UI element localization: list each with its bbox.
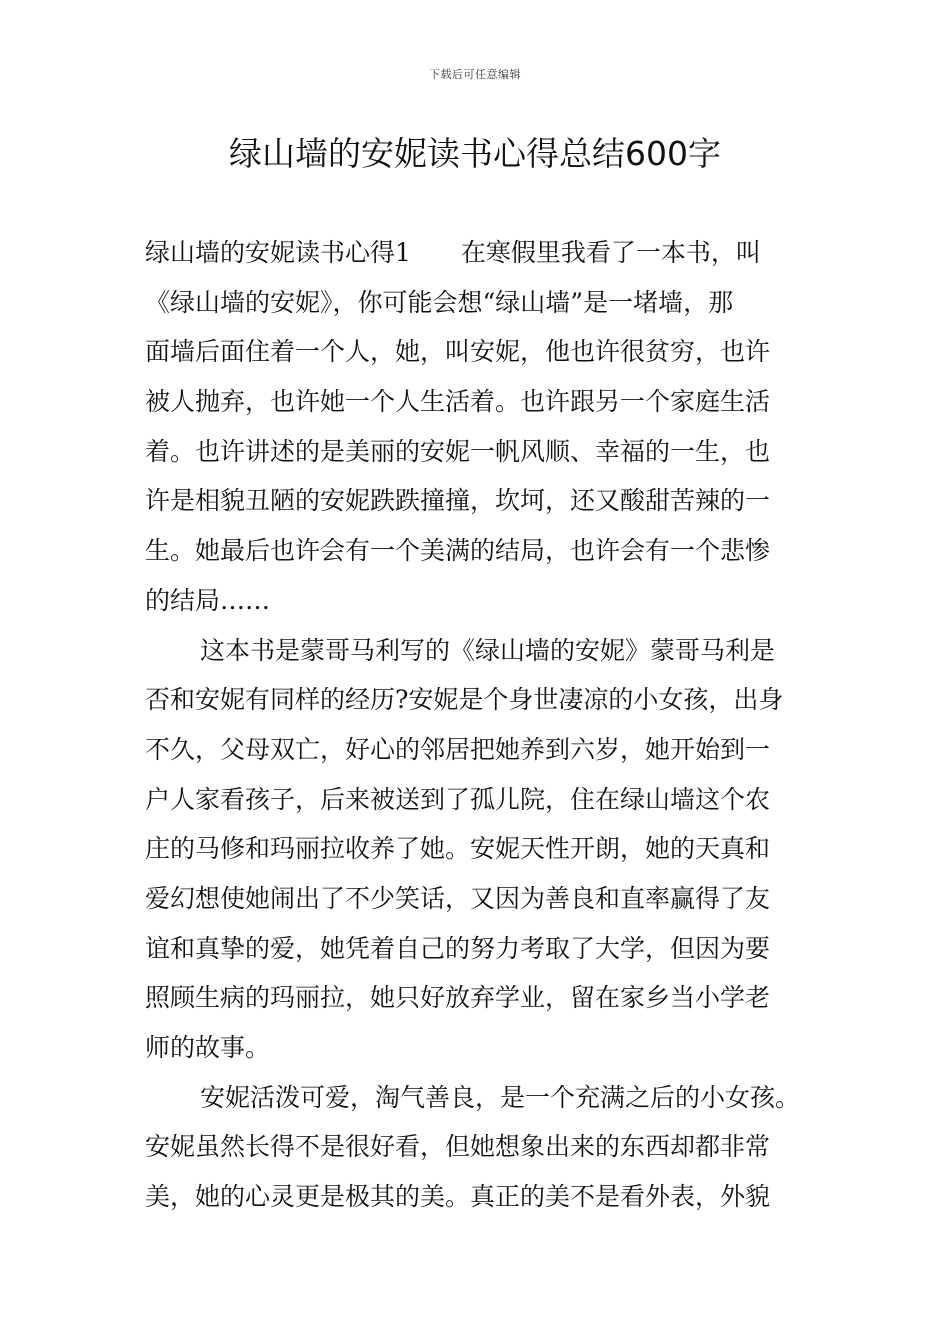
text-line: 不久，父母双亡，好心的邻居把她养到六岁，她开始到一 [145,734,771,764]
document-body [145,228,810,1222]
text-line: 许是相貌丑陋的安妮跌跌撞撞，坎坷，还又酸甜苦辣的一 [145,486,771,516]
document-title: 绿山墙的安妮读书心得总结600字 [229,134,721,173]
text-line: 生。她最后也许会有一个美满的结局，也许会有一个悲惨 [145,536,771,566]
text-line: 面墙后面住着一个人，她，叫安妮，他也许很贫穷，也许 [145,337,771,367]
text-line: 着。也许讲述的是美丽的安妮一帆风顺、幸福的一生，也 [145,436,771,466]
text-line: 美，她的心灵更是极其的美。真正的美不是看外表，外貌 [145,1182,771,1212]
text-line: 的结局…… [145,585,271,615]
paragraph-2 [145,626,810,1073]
text-line: 这本书是蒙哥马利写的《绿山墙的安妮》蒙哥马利是 [200,635,776,665]
text-line: 否和安妮有同样的经历?安妮是个身世凄凉的小女孩，出身 [145,685,784,715]
text-line: 师的故事。 [145,1033,271,1062]
text-line: 安妮虽然长得不是很好看，但她想象出来的东西却都非常 [145,1132,771,1162]
text-line: 户人家看孩子，后来被送到了孤儿院，住在绿山墙这个农 [145,784,771,814]
text-line: 谊和真挚的爱，她凭着自己的努力考取了大学，但因为要 [145,933,771,963]
text-line: 爱幻想使她闹出了不少笑话，又因为善良和直率赢得了友 [145,883,771,913]
paragraph-1 [145,228,810,626]
header-note: 下载后可任意编辑 [429,68,521,81]
text-line: 绿山墙的安妮读书心得1 在寒假里我看了一本书，叫 [145,238,761,267]
paragraph-3 [145,1073,810,1222]
text-line: 庄的马修和玛丽拉收养了她。安妮天性开朗，她的天真和 [145,834,771,864]
text-line: 安妮活泼可爱，淘气善良，是一个充满之后的小女孩。 [200,1082,801,1112]
text-line: 照顾生病的玛丽拉，她只好放弃学业，留在家乡当小学老 [145,983,771,1013]
text-line: 被人抛弃，也许她一个人生活着。也许跟另一个家庭生活 [145,387,771,417]
text-line: 《绿山墙的安妮》，你可能会想“绿山墙”是一堵墙，那 [145,287,734,317]
